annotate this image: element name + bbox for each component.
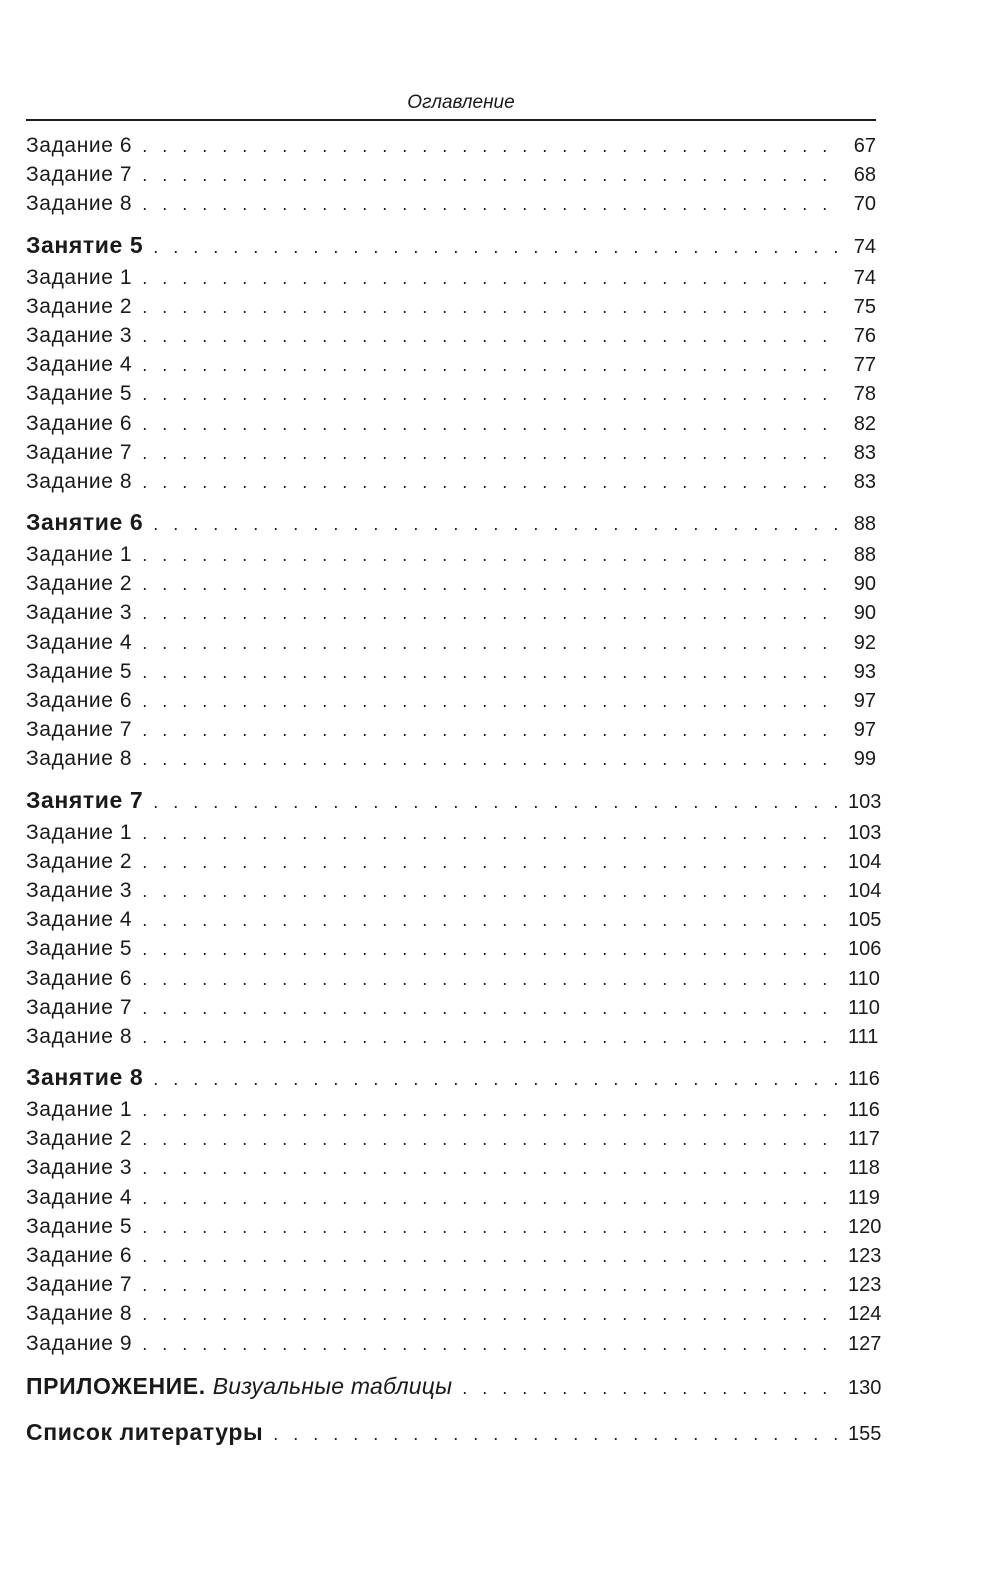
dot-leader bbox=[142, 658, 842, 687]
dot-leader bbox=[142, 541, 842, 570]
toc-entry-title: Задание 1 bbox=[26, 543, 133, 567]
toc-page-number: 111 bbox=[848, 1025, 879, 1048]
toc-page-number: 104 bbox=[848, 850, 882, 873]
toc-entry-label bbox=[26, 227, 143, 263]
dot-leader bbox=[142, 1271, 842, 1300]
toc-page-number: 67 bbox=[853, 135, 876, 157]
toc-entry-label bbox=[26, 744, 132, 773]
toc-entry-title: Задание 3 bbox=[26, 1156, 133, 1180]
toc-page-number: 105 bbox=[848, 909, 882, 932]
toc-task-item[interactable] bbox=[26, 1329, 882, 1358]
toc-entry-subtitle: Визуальные таблицы bbox=[212, 1372, 453, 1399]
toc-task-item[interactable] bbox=[26, 409, 876, 438]
toc-page-number: 123 bbox=[848, 1245, 882, 1267]
dot-leader bbox=[142, 190, 842, 219]
toc-task-item[interactable] bbox=[26, 1299, 882, 1328]
toc-entry-title: Задание 8 bbox=[26, 469, 133, 493]
toc-entry-title: Задание 8 bbox=[26, 1302, 133, 1326]
dot-leader bbox=[142, 264, 842, 293]
toc-entry-title: Задание 6 bbox=[26, 966, 133, 990]
dot-leader bbox=[142, 848, 842, 877]
dot-leader bbox=[142, 1023, 842, 1052]
toc-page-number: 88 bbox=[853, 513, 876, 536]
toc-page-number: 82 bbox=[853, 412, 876, 435]
toc-task-item[interactable] bbox=[26, 321, 876, 350]
toc-lesson-heading[interactable] bbox=[26, 227, 876, 263]
dot-leader bbox=[142, 599, 842, 628]
dot-leader bbox=[142, 1330, 842, 1359]
toc-entry-label bbox=[26, 350, 132, 379]
toc-page-number: 90 bbox=[853, 602, 876, 625]
dot-leader bbox=[153, 229, 842, 265]
toc-entry-label bbox=[26, 1095, 132, 1124]
toc-entry-label bbox=[26, 1183, 132, 1212]
toc-page-number: 117 bbox=[848, 1128, 880, 1151]
toc-entry-title: Список литературы bbox=[26, 1418, 264, 1445]
toc-task-item[interactable] bbox=[26, 1183, 880, 1212]
toc-entry-title: Занятие 8 bbox=[26, 1064, 144, 1091]
toc-entry-title: Занятие 6 bbox=[26, 509, 144, 536]
toc-entry-title: Задание 2 bbox=[26, 572, 133, 596]
dot-leader bbox=[142, 570, 842, 599]
toc-page-number: 123 bbox=[848, 1274, 882, 1297]
toc-entry-label bbox=[26, 438, 132, 467]
toc-entry-label bbox=[26, 715, 132, 744]
toc-entry-title: Задание 1 bbox=[26, 265, 133, 289]
toc-section bbox=[26, 504, 876, 774]
dot-leader bbox=[142, 1184, 842, 1213]
toc-entry-title: Задание 3 bbox=[26, 878, 133, 902]
toc-task-item[interactable] bbox=[26, 569, 876, 598]
toc-page-number: 70 bbox=[853, 193, 876, 216]
toc-task-item[interactable] bbox=[26, 1212, 882, 1241]
toc-entry-label bbox=[26, 686, 132, 715]
toc-entry-label bbox=[26, 1241, 132, 1270]
dot-leader bbox=[142, 293, 842, 322]
dot-leader bbox=[142, 322, 842, 351]
toc-entry-label bbox=[26, 1153, 132, 1182]
toc-entry-title: Задание 2 bbox=[26, 294, 133, 318]
toc-entry-title: Задание 5 bbox=[26, 937, 133, 961]
toc-entry-title: Задание 7 bbox=[26, 995, 133, 1019]
dot-leader bbox=[142, 906, 842, 935]
toc-entry-label bbox=[26, 1299, 132, 1328]
toc-entry-title: Задание 4 bbox=[26, 1185, 133, 1209]
toc-task-item[interactable] bbox=[26, 876, 882, 905]
toc-entry-title: Задание 7 bbox=[26, 1273, 133, 1297]
toc-page-number: 77 bbox=[853, 354, 876, 377]
dot-leader bbox=[142, 687, 842, 716]
toc-task-item[interactable] bbox=[26, 686, 876, 715]
toc-entry-label bbox=[26, 1414, 263, 1450]
toc-page-number: 124 bbox=[848, 1303, 882, 1326]
table-of-contents bbox=[26, 131, 882, 1450]
toc-task-item[interactable] bbox=[26, 292, 876, 321]
toc-page-number: 88 bbox=[853, 544, 876, 567]
toc-page-number: 103 bbox=[848, 821, 882, 844]
dot-leader bbox=[142, 819, 842, 848]
toc-entry-title: Задание 6 bbox=[26, 1244, 133, 1267]
toc-task-item[interactable] bbox=[26, 598, 876, 627]
toc-task-item[interactable] bbox=[26, 540, 876, 569]
toc-page-number: 92 bbox=[853, 631, 876, 654]
toc-page-number: 106 bbox=[848, 938, 882, 961]
toc-entry-label bbox=[26, 657, 132, 686]
toc-entry-label bbox=[26, 1212, 132, 1241]
toc-entry-title: Задание 8 bbox=[26, 747, 133, 771]
dot-leader bbox=[142, 132, 842, 161]
toc-task-item[interactable] bbox=[26, 905, 882, 934]
toc-page-number: 110 bbox=[848, 967, 880, 990]
toc-entry-title: Задание 6 bbox=[26, 689, 133, 712]
toc-task-item[interactable] bbox=[26, 131, 876, 160]
toc-task-item[interactable] bbox=[26, 1270, 882, 1299]
toc-entry-title: Задание 4 bbox=[26, 908, 133, 932]
toc-entry-label bbox=[26, 160, 132, 189]
dot-leader bbox=[142, 1242, 842, 1271]
dot-leader bbox=[142, 439, 842, 468]
toc-page-number: 68 bbox=[853, 164, 876, 187]
toc-page-number: 83 bbox=[853, 470, 876, 493]
toc-entry-label bbox=[26, 818, 132, 847]
toc-entry-label bbox=[26, 409, 132, 438]
toc-entry-label bbox=[26, 1270, 132, 1299]
toc-task-item[interactable] bbox=[26, 350, 876, 379]
toc-entry-title: Задание 8 bbox=[26, 192, 133, 216]
toc-task-item[interactable] bbox=[26, 160, 876, 189]
toc-page-number: 110 bbox=[848, 996, 880, 1019]
dot-leader bbox=[142, 935, 842, 964]
toc-entry-title: Задание 7 bbox=[26, 440, 133, 464]
toc-entry-label bbox=[26, 1022, 132, 1051]
toc-page-number: 130 bbox=[848, 1376, 882, 1399]
toc-entry-label bbox=[26, 131, 132, 160]
toc-page bbox=[26, 90, 882, 1450]
dot-leader bbox=[273, 1416, 842, 1452]
toc-task-item[interactable] bbox=[26, 1124, 880, 1153]
dot-leader bbox=[153, 784, 842, 820]
toc-section bbox=[26, 782, 882, 1052]
toc-entry-label bbox=[26, 782, 143, 818]
dot-leader bbox=[153, 506, 842, 542]
dot-leader bbox=[142, 745, 842, 774]
toc-entry-title: Задание 3 bbox=[26, 601, 133, 625]
toc-task-item[interactable] bbox=[26, 993, 880, 1022]
toc-entry-label bbox=[26, 847, 132, 876]
toc-entry-label bbox=[26, 1124, 132, 1153]
toc-page-number: 83 bbox=[853, 441, 876, 464]
toc-page-number: 103 bbox=[848, 790, 882, 813]
toc-entry-label bbox=[26, 1059, 143, 1095]
toc-entry-label bbox=[26, 934, 132, 963]
toc-page-number: 99 bbox=[853, 748, 876, 771]
toc-entry-title: Задание 4 bbox=[26, 353, 133, 377]
toc-page-number: 90 bbox=[853, 573, 876, 596]
toc-task-item[interactable] bbox=[26, 847, 882, 876]
toc-entry-label bbox=[26, 905, 132, 934]
toc-entry-title: Задание 1 bbox=[26, 820, 133, 844]
toc-entry-title: Задание 2 bbox=[26, 849, 133, 873]
dot-leader bbox=[142, 1300, 842, 1329]
toc-page-number: 116 bbox=[848, 1068, 880, 1091]
toc-entry-label bbox=[26, 876, 132, 905]
toc-entry-title: Задание 7 bbox=[26, 718, 133, 742]
toc-page-number: 104 bbox=[848, 879, 882, 902]
toc-task-item[interactable] bbox=[26, 818, 882, 847]
toc-task-item[interactable] bbox=[26, 438, 876, 467]
toc-entry-title: Задание 5 bbox=[26, 382, 133, 406]
toc-entry-label bbox=[26, 263, 132, 292]
toc-entry-label bbox=[26, 993, 132, 1022]
toc-page-number: 74 bbox=[853, 235, 876, 258]
dot-leader bbox=[142, 965, 842, 994]
toc-entry-title: Задание 7 bbox=[26, 163, 133, 187]
toc-entry-label bbox=[26, 292, 132, 321]
dot-leader bbox=[142, 351, 842, 380]
toc-entry-label bbox=[26, 1329, 132, 1358]
toc-entry-label bbox=[26, 467, 132, 496]
toc-entry-title: Задание 3 bbox=[26, 323, 133, 347]
toc-task-item[interactable] bbox=[26, 628, 876, 657]
toc-entry-title: Задание 1 bbox=[26, 1098, 133, 1122]
toc-page-number: 119 bbox=[848, 1186, 880, 1209]
dot-leader bbox=[142, 994, 842, 1023]
toc-entry-label bbox=[26, 189, 132, 218]
dot-leader bbox=[142, 877, 842, 906]
toc-entry-title: Задание 6 bbox=[26, 411, 133, 435]
dot-leader bbox=[142, 716, 842, 745]
toc-section bbox=[26, 227, 876, 497]
toc-entry-title: Задание 4 bbox=[26, 630, 133, 654]
toc-lesson-heading[interactable] bbox=[26, 1059, 880, 1095]
dot-leader bbox=[142, 380, 842, 409]
toc-references-entry[interactable] bbox=[26, 1414, 882, 1450]
toc-task-item[interactable] bbox=[26, 1153, 880, 1182]
toc-entry-label bbox=[26, 964, 132, 993]
toc-entry-title: Задание 2 bbox=[26, 1127, 133, 1151]
header-rule bbox=[26, 119, 876, 121]
toc-page-number: 74 bbox=[853, 266, 876, 289]
toc-task-item[interactable] bbox=[26, 1022, 879, 1051]
toc-task-item[interactable] bbox=[26, 263, 876, 292]
dot-leader bbox=[142, 468, 842, 497]
toc-section bbox=[26, 1059, 882, 1358]
toc-page-number: 97 bbox=[853, 690, 876, 712]
toc-page-number: 127 bbox=[848, 1332, 882, 1355]
toc-lesson-heading[interactable] bbox=[26, 504, 876, 540]
toc-task-item[interactable] bbox=[26, 744, 876, 773]
toc-task-item[interactable] bbox=[26, 1241, 882, 1270]
toc-task-item[interactable] bbox=[26, 189, 876, 218]
toc-entry-title: Задание 6 bbox=[26, 134, 133, 157]
running-header: Оглавление bbox=[407, 92, 515, 113]
dot-leader bbox=[142, 161, 842, 190]
toc-page-number: 78 bbox=[853, 383, 876, 406]
toc-task-item[interactable] bbox=[26, 657, 876, 686]
toc-page-number: 93 bbox=[853, 660, 876, 683]
toc-entry-title: Занятие 7 bbox=[26, 786, 144, 813]
toc-page-number: 97 bbox=[853, 719, 876, 742]
toc-entry-title: Занятие 5 bbox=[26, 231, 144, 258]
dot-leader bbox=[153, 1061, 842, 1097]
dot-leader bbox=[142, 1154, 842, 1183]
dot-leader bbox=[142, 410, 842, 439]
toc-entry-title: ПРИЛОЖЕНИЕ. bbox=[26, 1372, 206, 1399]
toc-page-number: 76 bbox=[853, 324, 876, 347]
toc-page-number: 120 bbox=[848, 1215, 882, 1238]
toc-page-number: 155 bbox=[848, 1422, 882, 1445]
toc-entry-label bbox=[26, 321, 132, 350]
toc-task-item[interactable] bbox=[26, 934, 882, 963]
toc-entry-label bbox=[26, 540, 132, 569]
dot-leader bbox=[462, 1370, 842, 1406]
toc-entry-label bbox=[26, 504, 143, 540]
toc-appendix-entry[interactable] bbox=[26, 1368, 882, 1404]
dot-leader bbox=[142, 629, 842, 658]
toc-entry-title: Задание 8 bbox=[26, 1024, 133, 1048]
toc-task-item[interactable] bbox=[26, 1095, 880, 1124]
toc-lesson-heading[interactable] bbox=[26, 782, 882, 818]
toc-task-item[interactable] bbox=[26, 715, 876, 744]
toc-entry-label bbox=[26, 628, 132, 657]
dot-leader bbox=[142, 1213, 842, 1242]
toc-entry-title: Задание 5 bbox=[26, 1214, 133, 1238]
toc-entry-label bbox=[26, 1368, 452, 1404]
toc-entry-label bbox=[26, 569, 132, 598]
toc-entry-label bbox=[26, 379, 132, 408]
toc-entry-title: Задание 5 bbox=[26, 659, 133, 683]
toc-task-item[interactable] bbox=[26, 467, 876, 496]
toc-task-item[interactable] bbox=[26, 964, 880, 993]
toc-entry-title: Задание 9 bbox=[26, 1331, 133, 1355]
toc-page-number: 116 bbox=[848, 1099, 880, 1122]
dot-leader bbox=[142, 1096, 842, 1125]
dot-leader bbox=[142, 1125, 842, 1154]
toc-section bbox=[26, 131, 876, 219]
toc-entry-label bbox=[26, 598, 132, 627]
toc-task-item[interactable] bbox=[26, 379, 876, 408]
toc-page-number: 75 bbox=[853, 295, 876, 318]
toc-page-number: 118 bbox=[848, 1157, 880, 1180]
